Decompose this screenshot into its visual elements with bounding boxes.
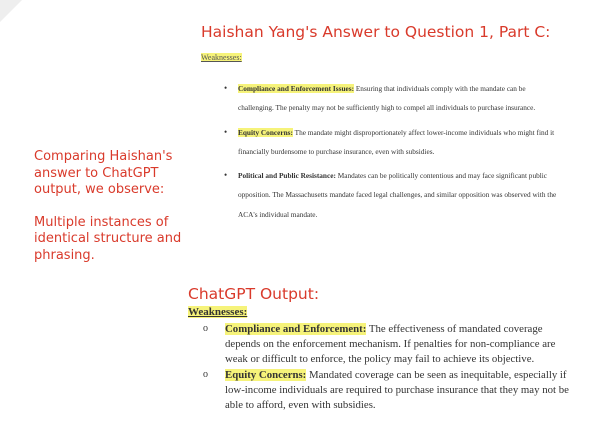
student-answer-item (224, 166, 562, 224)
observation-note (34, 149, 194, 264)
student-item-text: Ensuring that individuals comply with the mandate can be challenging. The penalty may not be sufficiently high to compel all individuals to purchase insurance. (238, 84, 536, 113)
chatgpt-item-text: The effectiveness of mandated coverage depends on the enforcement mechanism. If penalties for non-compliance are weak or difficult to enforce, the policy may fail to achieve its objective. (225, 323, 556, 365)
student-answer-list (224, 79, 562, 229)
student-item-term: Equity Concerns: (238, 127, 293, 137)
chatgpt-output-item (203, 368, 571, 413)
student-item-term: Political and Public Resistance: (238, 171, 336, 181)
highlighted-heading: Weaknesses: (188, 306, 248, 318)
highlighted-heading: Weaknesses: (201, 53, 242, 62)
chatgpt-item-term: Equity Concerns: (225, 369, 307, 381)
student-item-term: Compliance and Enforcement Issues: (238, 84, 355, 93)
chatgpt-item-text: Mandated coverage can be seen as inequitable, especially if low-income individuals are required to purchase insurance that they may not be able to afford, even with subsidies. (225, 369, 569, 411)
observation-line-1: Comparing Haishan's answer to ChatGPT output, we observe: (34, 149, 173, 197)
chatgpt-output-title: ChatGPT Output: (188, 285, 320, 303)
student-item-text: Mandates can be politically contentious and may face significant public opposition. The Massachusetts mandate faced legal challenges, and similar opposition was observed with the ACA's individual mandate. (238, 171, 557, 219)
student-answer-item (224, 123, 562, 162)
chatgpt-output-list (203, 322, 571, 414)
student-item-text: The mandate might disproportionately affect lower-income individuals who might find it financially burdensome to purchase insurance, even with subsidies. (238, 127, 555, 156)
chatgpt-weaknesses-heading (188, 306, 247, 318)
slide-corner-decoration (0, 0, 22, 22)
chatgpt-output-item (203, 322, 571, 367)
student-answer-item (224, 79, 562, 118)
chatgpt-item-term: Compliance and Enforcement: (225, 323, 367, 335)
slide-title: Haishan Yang's Answer to Question 1, Part C: (201, 23, 551, 41)
observation-line-2: Multiple instances of identical structure and phrasing. (34, 214, 182, 263)
student-weaknesses-heading (201, 53, 242, 62)
